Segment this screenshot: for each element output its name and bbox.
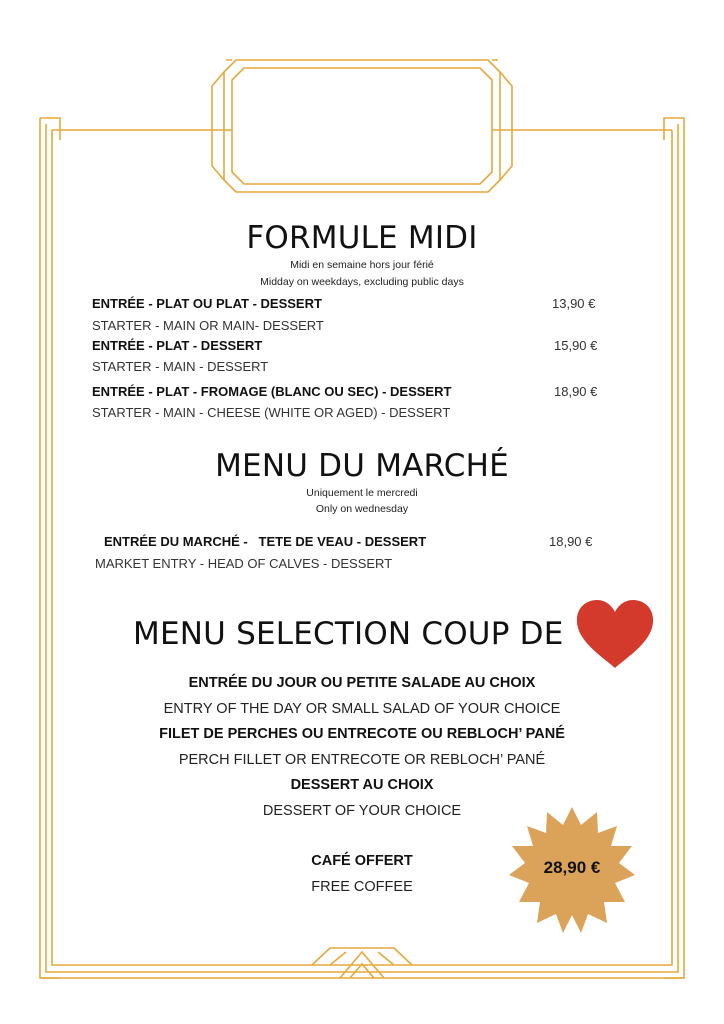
formule-item-1-price: 13,90 €	[552, 296, 596, 311]
menu-marche-subtitle-fr: Uniquement le mercredi	[306, 487, 418, 499]
selection-line-3: FILET DE PERCHES OU ENTRECOTE OU REBLOCH’ PANÉ	[159, 726, 565, 742]
marche-item-price: 18,90 €	[549, 534, 593, 549]
selection-line-6: DESSERT OF YOUR CHOICE	[262, 803, 462, 819]
formule-item-3-price: 18,90 €	[554, 384, 598, 399]
formule-midi-subtitle-en: Midday on weekdays, excluding public days	[260, 276, 464, 288]
selection-price: 28,90 €	[543, 858, 601, 877]
coffee-fr: CAFÉ OFFERT	[311, 853, 413, 869]
coffee-en: FREE COFFEE	[311, 879, 413, 895]
menu-marche-subtitle-en: Only on wednesday	[315, 503, 409, 515]
heart-icon	[574, 598, 656, 670]
selection-line-4: PERCH FILLET OR ENTRECOTE OR REBLOCH’ PANÉ	[178, 752, 546, 768]
formule-item-2-en: STARTER - MAIN - DESSERT	[92, 359, 269, 374]
formule-midi-subtitle-fr: Midi en semaine hors jour férié	[290, 259, 434, 271]
selection-line-1: ENTRÉE DU JOUR OU PETITE SALADE AU CHOIX	[188, 675, 536, 691]
marche-item-en: MARKET ENTRY - HEAD OF CALVES - DESSERT	[95, 556, 393, 571]
selection-line-2: ENTRY OF THE DAY OR SMALL SALAD OF YOUR CHOICE	[163, 701, 561, 717]
selection-line-5: DESSERT AU CHOIX	[290, 777, 434, 793]
formule-item-3-en: STARTER - MAIN - CHEESE (WHITE OR AGED) - DESSERT	[92, 405, 451, 420]
formule-item-1-fr: ENTRÉE - PLAT OU PLAT - DESSERT	[92, 296, 322, 311]
menu-selection-title: MENU SELECTION COUP DE	[133, 616, 564, 652]
formule-midi-title: FORMULE MIDI	[246, 220, 478, 256]
formule-item-2-fr: ENTRÉE - PLAT - DESSERT	[92, 338, 263, 353]
formule-item-1-en: STARTER - MAIN OR MAIN- DESSERT	[92, 318, 324, 333]
formule-item-2-price: 15,90 €	[554, 338, 598, 353]
formule-item-3-fr: ENTRÉE - PLAT - FROMAGE (BLANC OU SEC) - DESSERT	[92, 384, 452, 399]
menu-marche-title: MENU DU MARCHÉ	[215, 448, 509, 484]
marche-item-fr: ENTRÉE DU MARCHÉ - TETE DE VEAU - DESSERT	[104, 534, 427, 549]
